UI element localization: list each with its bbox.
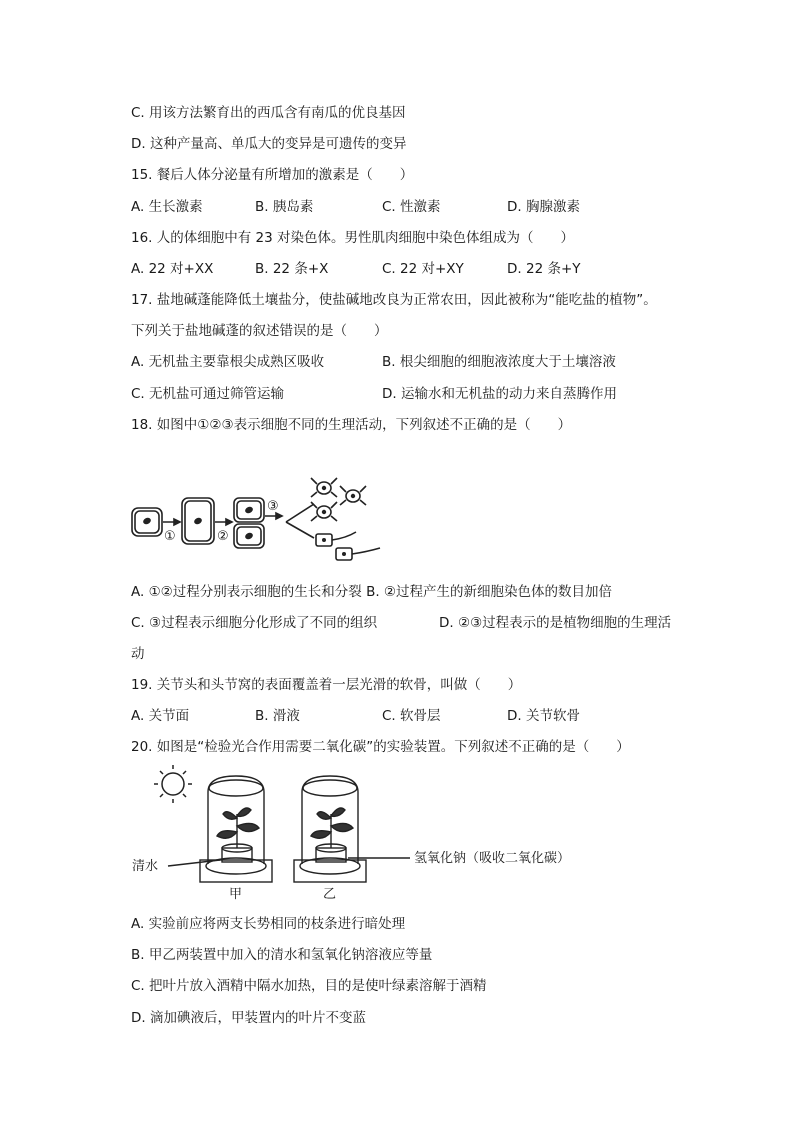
q19-option-b: B. 滑液 — [255, 708, 300, 724]
q20-option-c: C. 把叶片放入酒精中隔水加热，目的是使叶绿素溶解于酒精 — [131, 978, 487, 994]
q15-option-a: A. 生长激素 — [131, 199, 203, 215]
q15-option-b: B. 胰岛素 — [255, 199, 314, 215]
q18-option-d: D. ②③过程表示的是植物细胞的生理活 — [439, 615, 672, 631]
q15-option-c: C. 性激素 — [382, 199, 441, 215]
question-19: 19. 关节头和头节窝的表面覆盖着一层光滑的软骨，叫做（ ） — [131, 677, 522, 693]
q20-option-b: B. 甲乙两装置中加入的清水和氢氧化钠溶液应等量 — [131, 947, 433, 963]
q20-option-d: D. 滴加碘液后，甲装置内的叶片不变蓝 — [131, 1010, 366, 1026]
q18-option-ab: A. ①②过程分别表示细胞的生长和分裂 B. ②过程产生的新细胞染色体的数目加倍 — [131, 584, 613, 600]
q20-option-a: A. 实验前应将两支长势相同的枝条进行暗处理 — [131, 916, 406, 932]
question-15: 15. 餐后人体分泌量有所增加的激素是（ ） — [131, 167, 414, 183]
q15-option-d: D. 胸腺激素 — [507, 199, 580, 215]
q19-option-c: C. 软骨层 — [382, 708, 441, 724]
q19-option-a: A. 关节面 — [131, 708, 190, 724]
question-18: 18. 如图中①②③表示细胞不同的生理活动，下列叙述不正确的是（ ） — [131, 417, 572, 433]
naoh-label: 氢氧化钠（吸收二氧化碳） — [414, 851, 571, 866]
option-c-prev: C. 用该方法繁育出的西瓜含有南瓜的优良基因 — [131, 105, 406, 121]
q17-option-a: A. 无机盐主要靠根尖成熟区吸收 — [131, 354, 325, 370]
question-20: 20. 如图是“检验光合作用需要二氧化碳”的实验装置。下列叙述不正确的是（ ） — [131, 739, 630, 755]
q17-option-b: B. 根尖细胞的细胞液浓度大于土壤溶液 — [382, 354, 616, 370]
cell-activity-diagram — [128, 466, 393, 566]
step-3-label: ③ — [267, 499, 279, 514]
q16-option-b: B. 22 条+X — [255, 261, 329, 277]
step-1-label: ① — [164, 529, 176, 544]
jar-jia-label: 甲 — [229, 887, 243, 902]
option-d-prev: D. 这种产量高、单瓜大的变异是可遗传的变异 — [131, 136, 407, 152]
jar-yi-label: 乙 — [323, 887, 337, 902]
q18-option-c: C. ③过程表示细胞分化形成了不同的组织 — [131, 615, 378, 631]
question-17: 17. 盐地碱蓬能降低土壤盐分，使盐碱地改良为正常农田，因此被称为“能吃盐的植物”。 — [131, 292, 657, 308]
water-label: 清水 — [132, 859, 159, 874]
q16-option-c: C. 22 对+XY — [382, 261, 464, 277]
jar-yi — [294, 776, 410, 882]
question-16: 16. 人的体细胞中有 23 对染色体。男性肌肉细胞中染色体组成为（ ） — [131, 230, 575, 246]
q16-option-a: A. 22 对+XX — [131, 261, 214, 277]
q19-option-d: D. 关节软骨 — [507, 708, 580, 724]
q16-option-d: D. 22 条+Y — [507, 261, 581, 277]
q17-option-d: D. 运输水和无机盐的动力来自蒸腾作用 — [382, 386, 617, 402]
jar-jia — [168, 776, 272, 882]
question-17-cont: 下列关于盐地碱蓬的叙述错误的是（ ） — [131, 323, 388, 339]
step-2-label: ② — [217, 529, 229, 544]
q17-option-c: C. 无机盐可通过筛管运输 — [131, 386, 285, 402]
sun-icon — [154, 765, 192, 803]
q18-option-d-cont: 动 — [131, 646, 145, 662]
photosynthesis-experiment-diagram — [128, 762, 598, 904]
